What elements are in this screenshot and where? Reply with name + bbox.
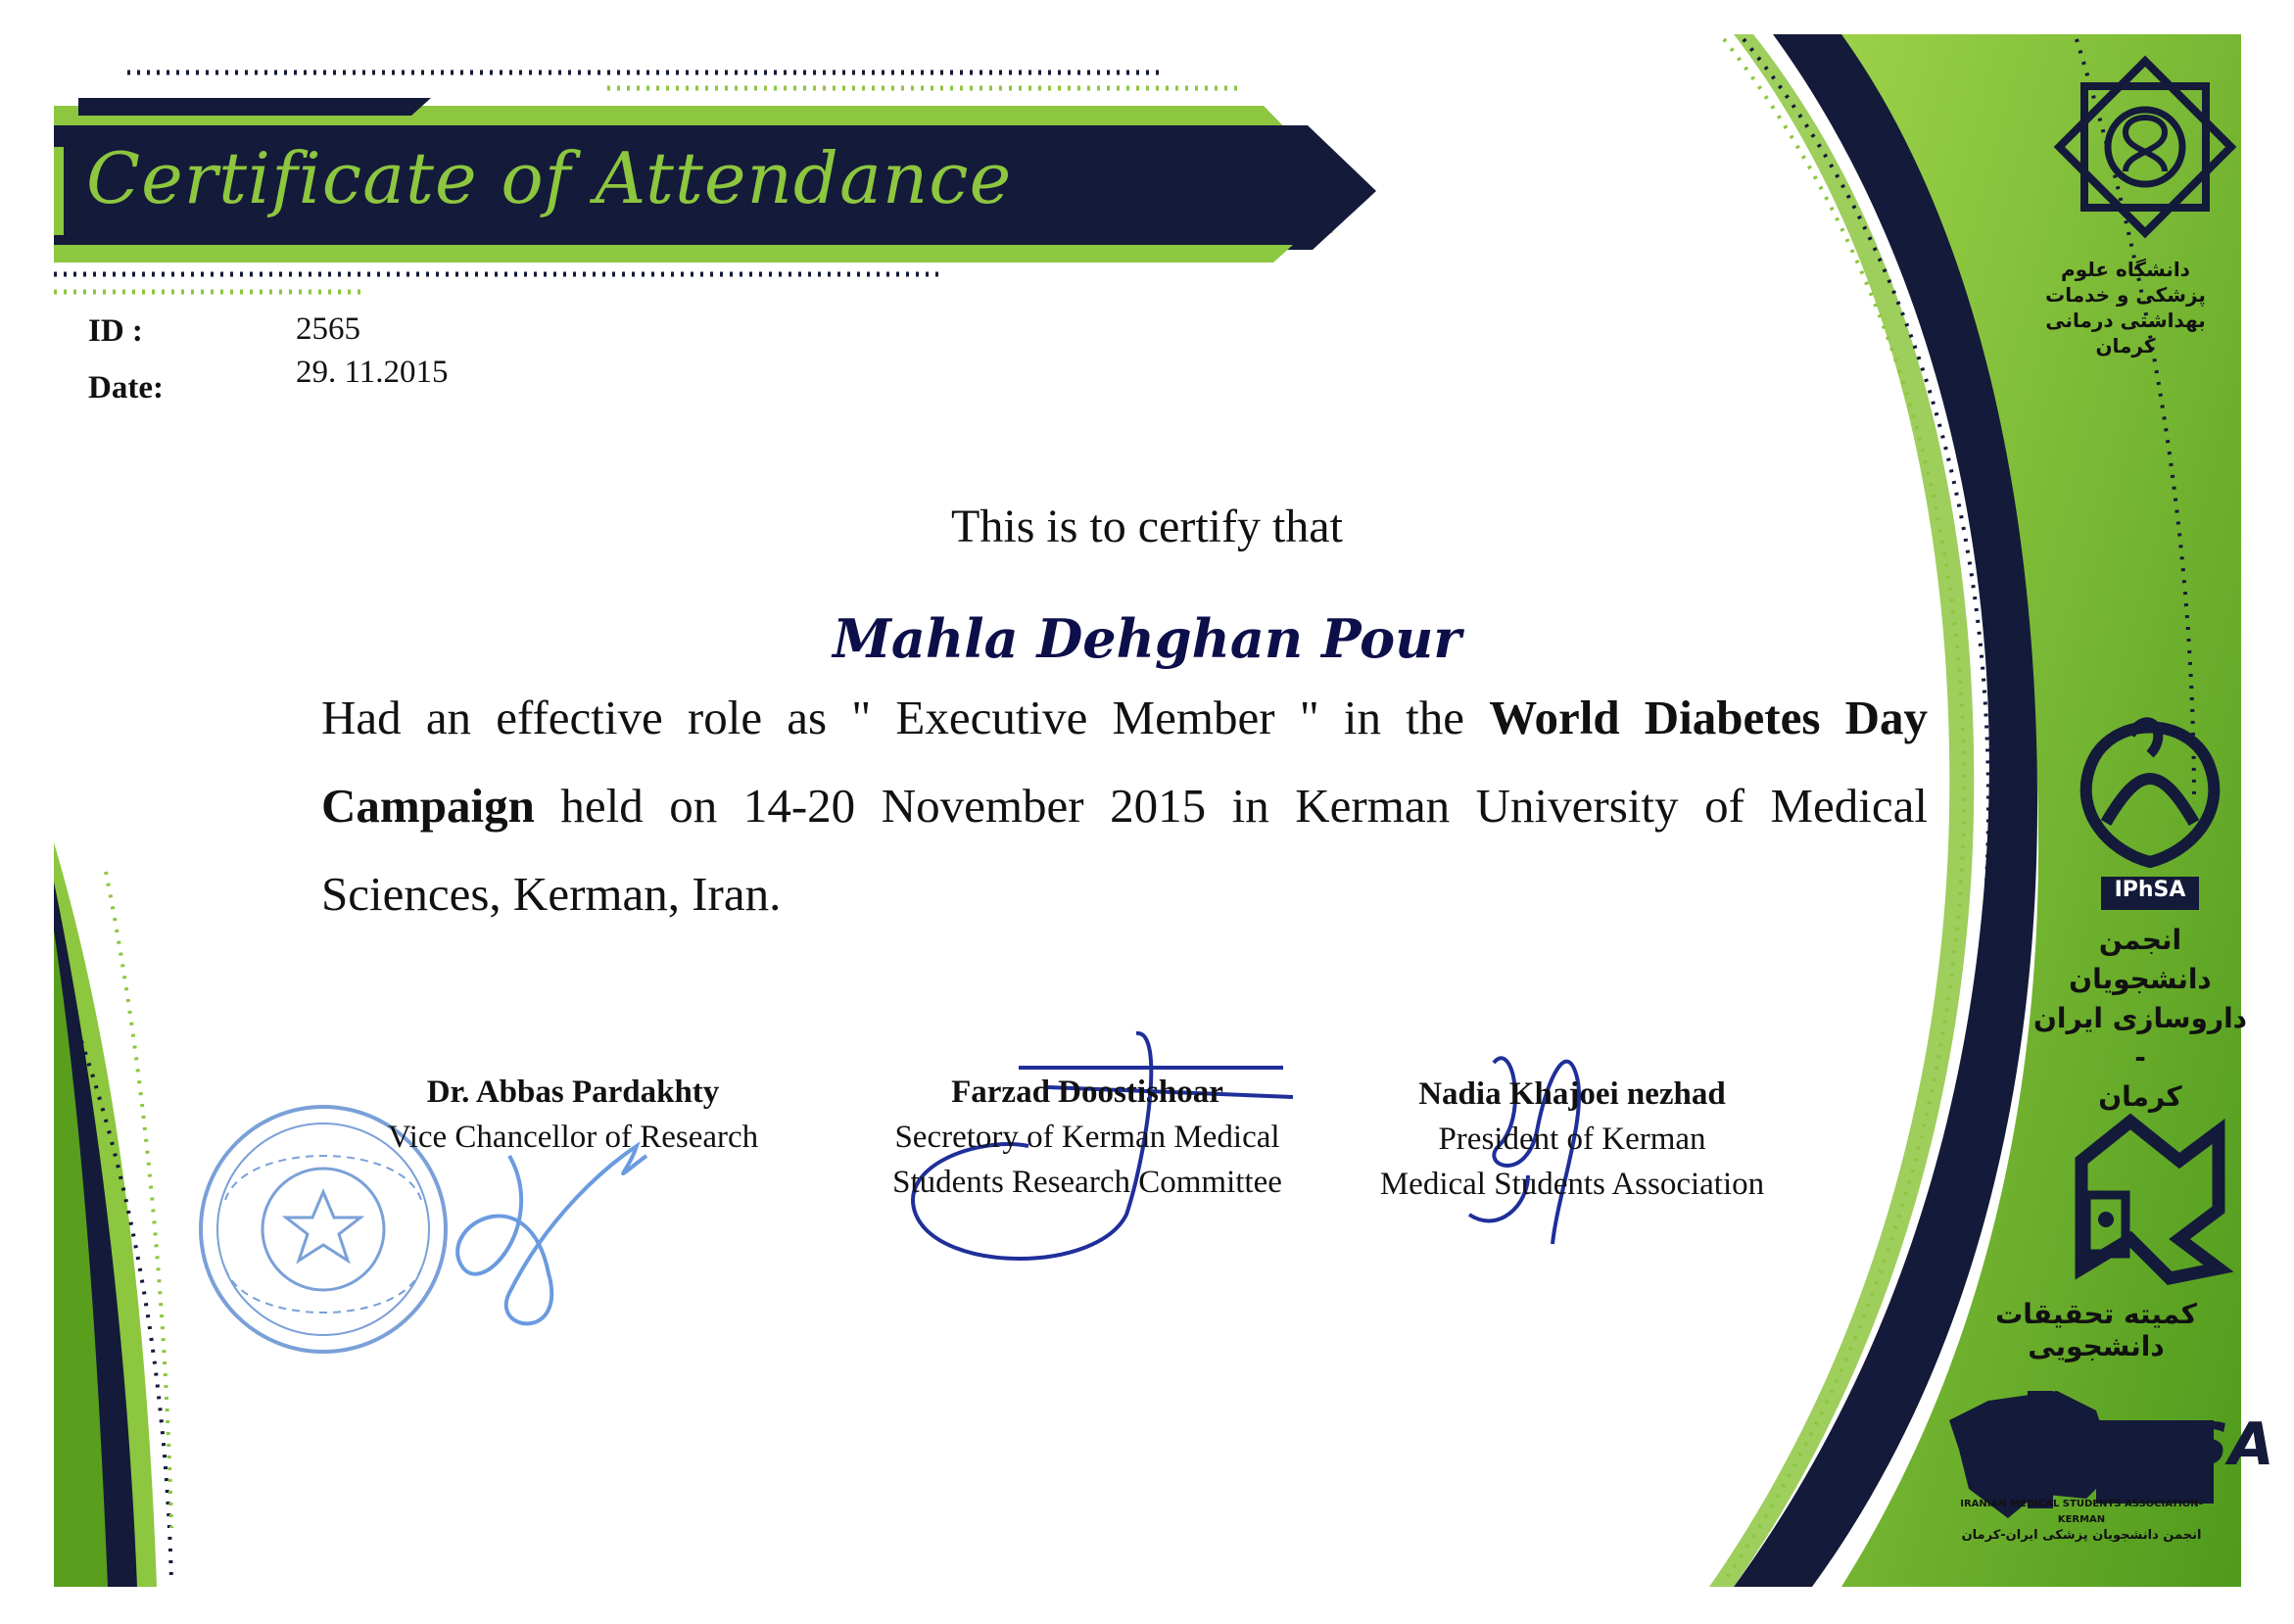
certify-line: This is to certify that xyxy=(951,501,1343,552)
signatory-title-line2: Students Research Committee xyxy=(892,1165,1282,1200)
date-value: 29. 11.2015 xyxy=(296,355,449,390)
id-value: 2565 xyxy=(296,311,360,347)
body-text-part2: held on 14-20 November 2015 in Kerman University of Medical Sciences, Kerman, Iran. xyxy=(321,779,1928,921)
date-label: Date: xyxy=(88,370,164,406)
signatory-1 xyxy=(353,1070,793,1160)
imsa-label: IMSA xyxy=(2106,1410,2274,1479)
signatory-2 xyxy=(862,1070,1313,1205)
imsa-text xyxy=(1939,1497,2223,1544)
university-text-line1: دانشگاه علوم پزشکی و خدمات xyxy=(2045,258,2206,307)
signatory-3 xyxy=(1357,1072,1788,1207)
signatory-title-line1: Secretory of Kerman Medical xyxy=(894,1120,1280,1155)
university-text-line2: بهداشتی درمانی کرمان xyxy=(2045,309,2206,358)
imsa-text-line2: انجمن دانشجویان پزشکی ایران-کرمان xyxy=(1961,1528,2202,1543)
university-logo-text xyxy=(2032,257,2219,358)
signature-pardakhty xyxy=(457,1146,646,1323)
event-name: World Diabetes Day Campaign xyxy=(321,691,1928,833)
recipient-name: Mahla Dehghan Pour xyxy=(833,607,1461,670)
header-navy-tab xyxy=(78,98,431,116)
iphsa-label: IPhSA xyxy=(2114,878,2186,902)
header-left-green-edge xyxy=(54,147,64,235)
signatory-title-line1: President of Kerman xyxy=(1438,1122,1706,1157)
iphsa-text xyxy=(2032,921,2248,1117)
signatory-title-line2: Medical Students Association xyxy=(1379,1167,1765,1202)
signatory-name: Farzad Doostishoar xyxy=(951,1075,1223,1110)
certificate-title: Certificate of Attendance xyxy=(86,137,1013,219)
research-committee-text: کمیته تحقیقات دانشجویی xyxy=(1995,1298,2197,1362)
imsa-text-line1: IRANIAN MEDICAL STUDENTS ASSOCIATION-KERMAN xyxy=(1960,1499,2203,1525)
signatory-name: Nadia Khajoei nezhad xyxy=(1418,1076,1726,1112)
certificate-body-text xyxy=(321,674,1928,938)
iphsa-text-line2: داروسازی ایران - xyxy=(2032,1002,2248,1074)
signatory-title-line1: Vice Chancellor of Research xyxy=(387,1120,759,1155)
header-green-stripe xyxy=(54,245,1293,263)
signatory-name: Dr. Abbas Pardakhty xyxy=(426,1075,720,1110)
body-text-part1: Had an effective role as " Executive Member " in the xyxy=(321,691,1490,744)
id-label: ID : xyxy=(88,313,143,349)
iphsa-text-line3: کرمان xyxy=(2098,1080,2182,1113)
iphsa-text-line1: انجمن دانشجویان xyxy=(2069,924,2212,995)
